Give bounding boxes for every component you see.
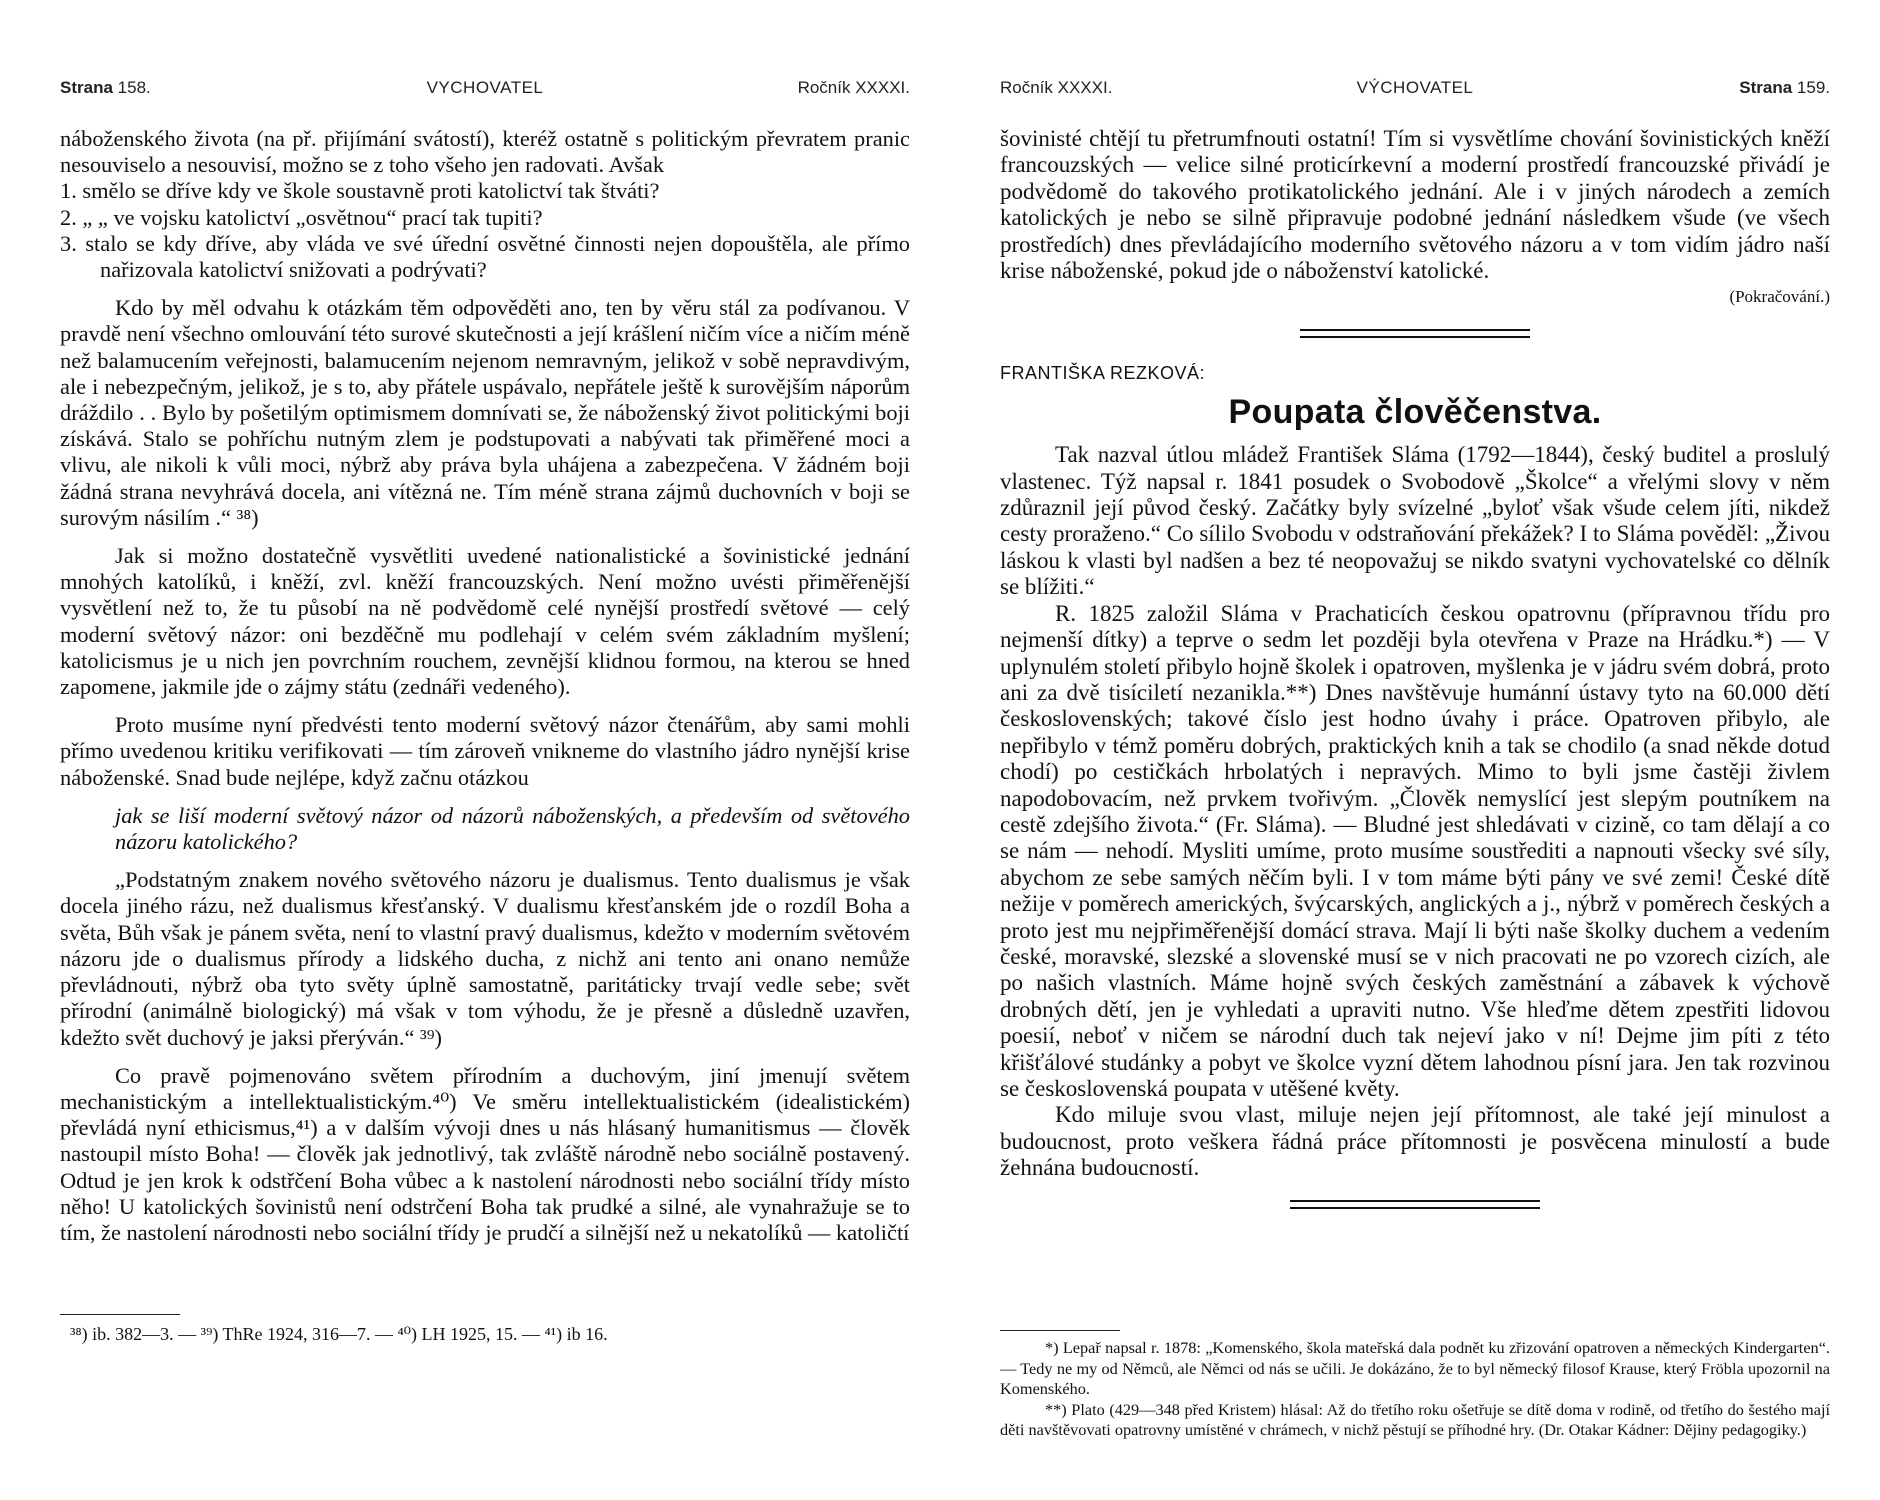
footnote-divider <box>60 1314 180 1315</box>
right-volume: Ročník XXXXI. <box>1000 78 1113 97</box>
left-body-text <box>60 126 910 1246</box>
right-page <box>1000 0 1830 1500</box>
left-journal-title: VYCHOVATEL <box>426 78 544 97</box>
left-volume: Ročník XXXXI. <box>797 78 910 97</box>
paragraph: Kdo miluje svou vlast, miluje nejen její přítomnost, ale také její minulost a budoucnost, proto veškera řádná práce přítomnosti je posvěcena minulostí a bude žehnána budoucností. <box>1000 1102 1830 1181</box>
left-page <box>60 0 910 1500</box>
paragraph: Kdo by měl odvahu k otázkám těm odpověděti ano, ten by věru stál za podívanou. V pravdě není všechno omlouvání této surové skutečnosti a její krášlení ničím více a ničím méně než balamucením veřejnosti, balamucením nejenom nemravným, jelikož v sobě nepravdivým, ale i nebezpečným, jelikož, je s to, aby přátele uspávalo, nepřátele ještě k surovějším náporům dráždilo . . Bylo by pošetilým optimismem domnívati se, že náboženský život politickými boji získává. Stalo se pohříchu nutným zlem je podstupovati a nabývati tak přiměřené moci a vlivu, ale nikoli k vůli moci, nýbrž aby práva byla uhájena a zabezpečena. V žádném boji žádná strana nevyhrává docela, ani vítězná ne. Tím méně strana zájmů duchovních v boji se surovým násilím .“ ³⁸) <box>60 295 910 530</box>
continued-note: (Pokračování.) <box>1729 287 1830 307</box>
left-page-number: Strana 158. <box>60 78 151 97</box>
paragraph: Jak si možno dostatečně vysvětliti uvedené nationalistické a šovinistické jednání mnohých katolíků, i kněží, zvl. kněží francouzských. Není možno uvésti přiměřenější vysvětlení než to, že tu působí na ně podvědomě celé nynější prostředí světové — celý moderní světový názor: oni bezděčně mu podlehají v celém svém základním myšlení; katolicismus je u nich jen povrchním rouchem, zevnější klidnou formou, na kterou se hned zapomene, jakmile jde o zájmy státu (zednáři vedeného). <box>60 543 910 700</box>
paragraph: „Podstatným znakem nového světového názoru je dualismus. Tento dualismus je však docela jiného rázu, než dualismus křesťanský. V dualismu křesťanském jde o rozdíl Boha a světa, Bůh však je pánem světa, není to vlastní pravý dualismus, kdežto v moderním světovém názoru jde o dualismus přírody a lidského ducha, z nichž ani tento ani onano nemůže převládnouti, nýbrž oba tyto světy úplně samostatně, paritáticky trvají vedle sebe; svět přírodní (animálně biologický) má však v tom výhodu, že je přesně a důsledně uzavřen, kdežto svět duchový je jaksi přerýván.“ ³⁹) <box>60 867 910 1050</box>
section-question: jak se liší moderní světový názor od názorů náboženských, a především od světového názoru katolického? <box>115 802 910 855</box>
paragraph: Tak nazval útlou mládež František Sláma (1792—1844), český buditel a proslulý vlastenec. Týž napsal r. 1841 posudek o Svobodově „Školce“ a vřelými slovy v něm zdůraznil její původ český. Začátky byly svízelné „byloť však všude celem jíti, nikdež cesty proraženo.“ Co sílilo Svobodu v odstraňování překážek? I to Sláma pověděl: „Živou láskou k vlasti byl nadšen a bez té neopovažuj se nikdo svatyni vychovatelské co dělník se blížiti.“ <box>1000 442 1830 600</box>
article-title: Poupata člověčenstva. <box>1228 393 1602 432</box>
right-footnotes <box>1000 1338 1830 1441</box>
footnote: *) Lepař napsal r. 1878: „Komenského, škola mateřská dala podnět ku zřizování opatroven a německých Kindergarten“. — Tedy ne my od Němců, ale Němci od nás se učili. Je dokázáno, že to byl německý filosof Krause, který Fröbla upozornil na Komenského. <box>1000 1338 1830 1398</box>
article-end-divider <box>1290 1200 1540 1209</box>
paragraph: šovinisté chtějí tu přetrumfnouti ostatní! Tím si vysvětlíme chování šovinistických kněží francouzských — velice silné proticírkevní a moderní prostředí francouzské přivádí je podvědomě do takového protikatolického jednání. Ale i v jiných národech a zemích katolických je nebo se silně připravuje podobné jednání následkem všude (ve všech prostředích) dnes převládajícího moderního světového názoru a v tom vidím jádro naší krise náboženské, pokud jde o náboženství katolické. <box>1000 126 1830 284</box>
paragraph: náboženského života (na př. přijímání svátostí), kteréž ostatně s politickým převratem pranic nesouviselo a nesouvisí, možno se z toho všeho jen radovati. Avšak <box>60 126 910 178</box>
paragraph: R. 1825 založil Sláma v Prachaticích českou opatrovnu (přípravnou třídu pro nejmenší dítky) a teprve o sedm let později byla otevřena v Praze na Hrádku.*) — V uplynulém století přibylo hojně školek i opatroven, myšlenka je v jádru svém dobrá, proto ani za dvě tisíciletí nezanikla.**) Dnes navštěvuje humánní ústavy tyto na 60.000 dětí československých; takové číslo jest hodno úvahy i práce. Opatroven přibylo, ale nepřibylo v témž poměru dobrých, praktických knih a tak se chodilo (a snad někde dotud chodí) po cestičkách hrbolatých i nepravých. Mimo to byli jsme častěji živlem napodobovacím, než prvkem tvořivým. „Člověk nemyslící jest slepým poutníkem na cestě zdejšího života.“ (Fr. Sláma). — Bludné jest shledávati v cizině, co tam dělají a co se nám — nehodí. Mysliti umíme, proto musíme soustřediti a napnouti všecky své síly, abychom ze sebe samých něčím byli. I v tom máme býti pány ve své zemi! České dítě nežije v poměrech amerických, švýcarských, anglických a j., nýbrž v poměrech českých a proto jest mu nejpřiměřenější domácí strava. Mají li býti naše školky duchem a vedením české, moravské, slezské a slovenské musí se v nich pracovati ne po vzorech cizích, ale po našich vlastních. Máme hojně svých českých zaměstnání a zábavek k výchově drobných dětí, jen je vyhledati a upraviti nutno. Vše hleďme dětem zpestřiti lidovou poesií, neboť v ničem se národní duch tak nejeví jako v ní! Dejme jim píti z této křišťálové studánky a pobyt ve školce vyzní dětem lahodnou písní jara. Jen tak rozvinou se československá poupata v utěšené květy. <box>1000 600 1830 1101</box>
list-item: 3. stalo se kdy dříve, aby vláda ve své úřední osvětné činnosti nejen dopouštěla, ale přímo nařizovala katolictví snižovati a podrývati? <box>60 230 910 283</box>
right-page-number: Strana 159. <box>1739 78 1830 97</box>
right-journal-title: VÝCHOVATEL <box>1356 78 1474 97</box>
left-footnotes: ³⁸) ib. 382—3. — ³⁹) ThRe 1924, 316—7. — ⁴⁰) LH 1925, 15. — ⁴¹) ib 16. <box>70 1324 608 1344</box>
footnote-divider <box>1000 1330 1120 1331</box>
list-item: 2. „ „ ve vojsku katolictví „osvětnou“ prací tak tupiti? <box>60 204 543 230</box>
right-body-text <box>1000 126 1830 1209</box>
right-running-head <box>1000 78 1830 102</box>
list-item: 1. smělo se dříve kdy ve škole soustavně proti katolictví tak štváti? <box>60 178 660 204</box>
footnote: **) Plato (429—348 před Kristem) hlásal: Až do třetího roku ošetřuje se dítě doma v rodině, od třetího do šestého mají děti navštěvovati opatrovny umístěné v chrámech, v nichž pěstují se příhodné hry. (Dr. Otakar Kádner: Dějiny pedagogiky.) <box>1000 1399 1830 1439</box>
paragraph: Co pravě pojmenováno světem přírodním a duchovým, jiní jmenují světem mechanistickým a intellektualistickým.⁴⁰) Ve směru intellektualistickém (idealistickém) převládá nyní ethicismus,⁴¹) a v dalším vývoji dnes u nás hlásaný humanitismus — člověk nastoupil místo Boha! — člověk jak jednotlivý, tak zvláště národně nebo sociálně postavený. Odtud je jen krok k odstřčení Boha vůbec a k nastolení národnosti nebo sociální třídy místo něho! U katolických šovinistů není odstrčení Boha tak prudké a silné, ale vynahražuje se to tím, že nastolení národnosti nebo sociální třídy je prudčí a silnější než u nekatolíků — katoličtí <box>60 1062 910 1245</box>
left-running-head <box>60 78 910 102</box>
article-author: FRANTIŠKA REZKOVÁ: <box>1000 362 1206 383</box>
section-divider <box>1300 329 1530 338</box>
paragraph: Proto musíme nyní předvésti tento moderní světový názor čtenářům, aby sami mohli přímo uvedenou kritiku verifikovati — tím zároveň vnikneme do vlastního jádro nynější krise náboženské. Snad bude nejlépe, když začnu otázkou <box>60 712 910 790</box>
